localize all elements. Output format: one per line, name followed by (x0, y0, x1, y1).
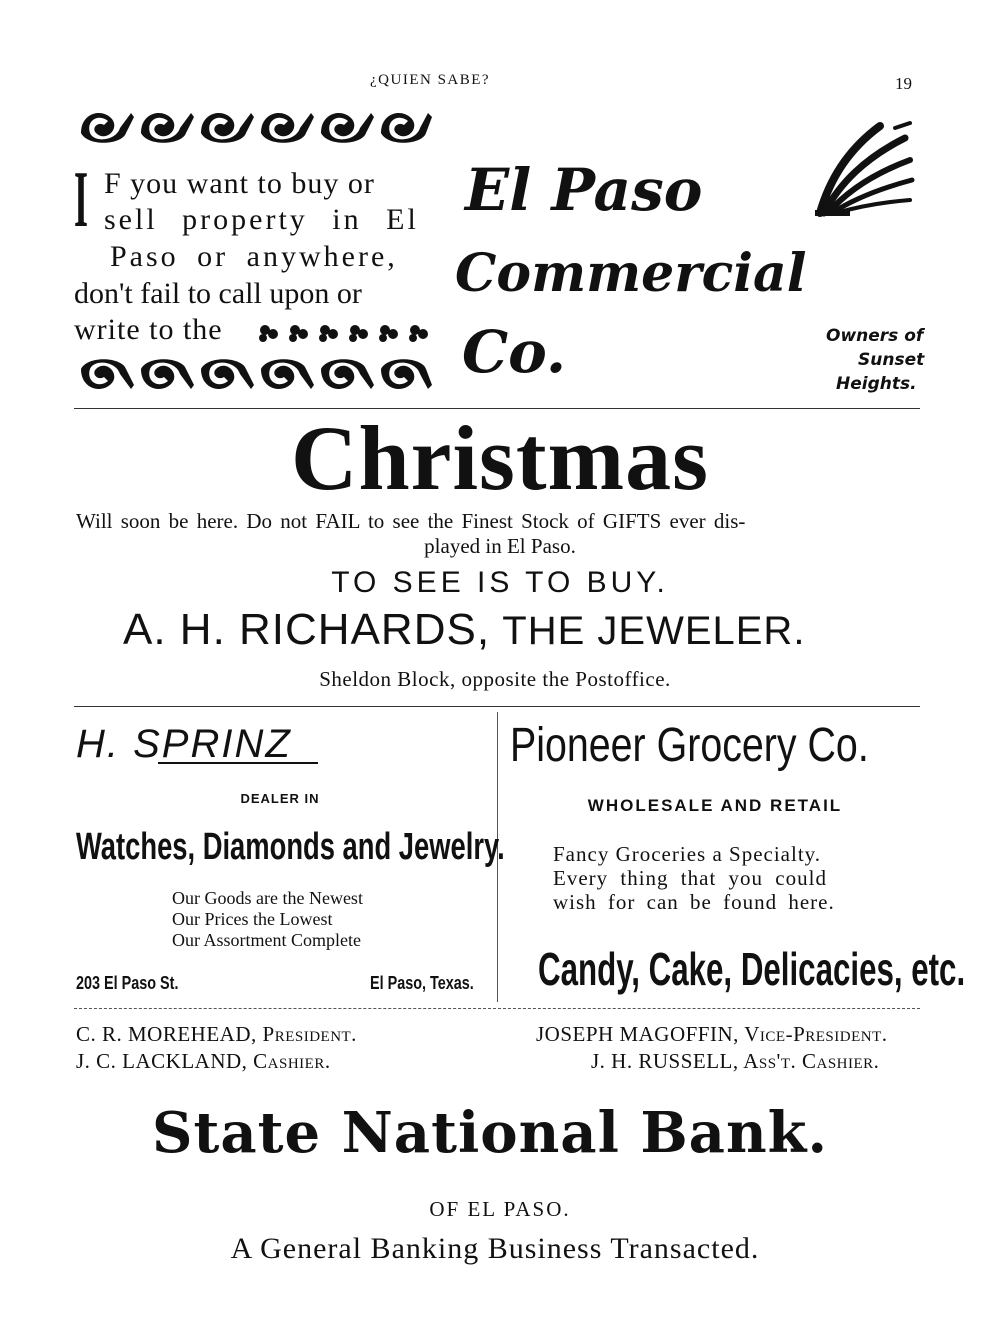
pioneer-body-line-3: wish for can be found here. (553, 890, 835, 914)
company-name-line-3: Co. (462, 318, 567, 386)
sprinz-tagline-2: Our Prices the Lowest (172, 909, 333, 929)
divider-3 (74, 1008, 920, 1009)
page-number: 19 (895, 74, 912, 93)
divider-2 (74, 706, 920, 707)
drop-cap: I (74, 156, 89, 244)
clover-ornaments (255, 320, 435, 350)
bank-name: State National Bank. (152, 1100, 828, 1166)
sprinz-underline (158, 762, 318, 764)
christmas-headline: Christmas (291, 407, 709, 509)
bank-officer-right-2: J. H. RUSSELL, Ass't. Cashier. (591, 1049, 880, 1073)
bank-officer-left-2: J. C. LACKLAND, Cashier. (76, 1049, 331, 1073)
owners-line-3: Heights. (836, 374, 917, 394)
el-paso-body-line-1: F you want to buy or (104, 167, 375, 200)
sprinz-goods: Watches, Diamonds and Jewelry. (76, 826, 505, 868)
sprinz-tagline-3: Our Assortment Complete (172, 930, 361, 950)
bank-location: OF EL PASO. (429, 1197, 571, 1221)
running-title: ¿QUIEN SABE? (370, 72, 491, 88)
ornament-row-top (76, 103, 436, 147)
owners-line-1: Owners of (826, 326, 924, 346)
el-paso-body-line-2: sell property in El (104, 203, 419, 236)
sprinz-dealer-in: DEALER IN (240, 791, 320, 806)
sprinz-address-left: 203 El Paso St. (76, 973, 179, 993)
el-paso-body-line-5: write to the (74, 313, 223, 346)
jeweler-name: A. H. RICHARDS, (123, 605, 491, 654)
pioneer-specialties: Candy, Cake, Delicacies, etc. (538, 943, 966, 995)
jeweler-title: THE JEWELER. (502, 609, 806, 653)
pioneer-name: Pioneer Grocery Co. (510, 719, 869, 772)
el-paso-body-line-4: don't fail to call upon or (74, 277, 362, 310)
palm-leaf-icon (810, 118, 920, 222)
christmas-address: Sheldon Block, opposite the Postoffice. (319, 667, 671, 691)
bank-officer-right-1: JOSEPH MAGOFFIN, Vice-President. (536, 1022, 888, 1046)
ornament-row-bottom (76, 355, 436, 399)
sprinz-address-right: El Paso, Texas. (370, 973, 474, 993)
christmas-body-line-2: played in El Paso. (424, 534, 576, 558)
bank-officer-left-1: C. R. MOREHEAD, President. (76, 1022, 357, 1046)
owners-line-2: Sunset (858, 350, 925, 370)
jeweler-line (123, 605, 805, 655)
pioneer-body-line-2: Every thing that you could (553, 866, 827, 890)
sprinz-tagline-1: Our Goods are the Newest (172, 888, 363, 908)
el-paso-body-line-3: Paso or anywhere, (110, 240, 398, 273)
christmas-slogan: TO SEE IS TO BUY. (331, 566, 669, 599)
sprinz-name: H. SPRINZ (76, 722, 292, 766)
company-name-line-2: Commercial (455, 243, 807, 304)
christmas-body-line-1: Will soon be here. Do not FAIL to see the Finest Stock of GIFTS ever dis- (76, 509, 746, 533)
bank-tagline: A General Banking Business Transacted. (230, 1232, 760, 1265)
pioneer-subtitle: WHOLESALE AND RETAIL (587, 796, 843, 815)
pioneer-body-line-1: Fancy Groceries a Specialty. (553, 842, 822, 866)
company-name-line-1: El Paso (465, 156, 703, 224)
